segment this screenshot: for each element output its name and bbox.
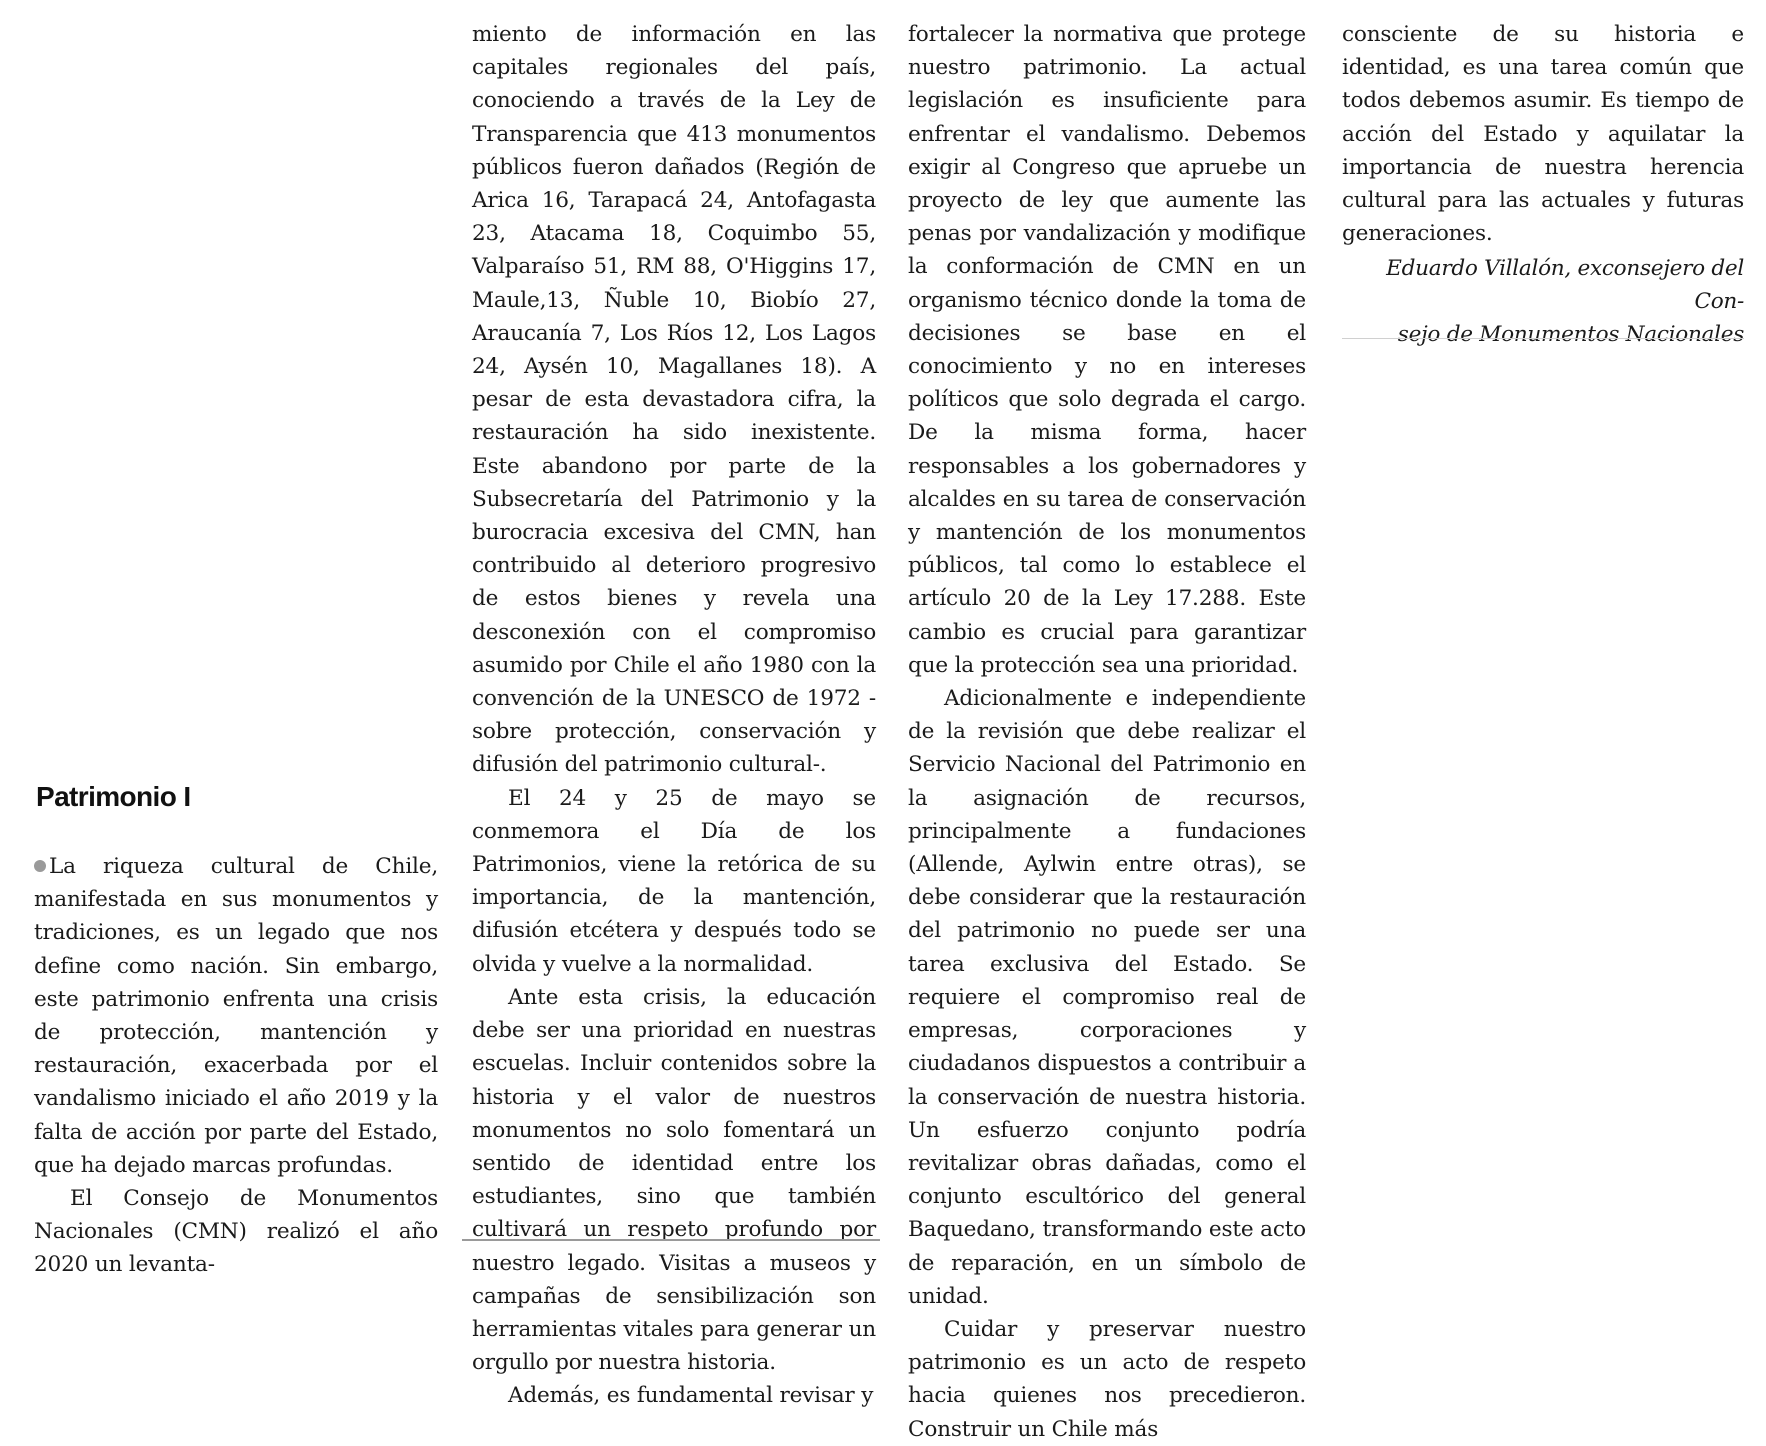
- article-paragraph-7: Cuidar y preservar nuestro patrimonio es un acto de respeto hacia quienes nos precedieron. Construir un Chile más: [908, 1316, 1306, 1442]
- article-column-1: [34, 850, 438, 1282]
- article-paragraph-1: [34, 850, 438, 1182]
- article-paragraph-2-continued: miento de información en las capitales regionales del país, conociendo a través de la Ley de Transparencia que 413 monumentos públicos fueron dañados (Región de Arica 16, Tarapacá 24, Antofagasta 23, Atacama 18, Coquimbo 55, Valparaíso 51, RM 88, O'Higgins 17, Maule,13, Ñuble 10, Biobío 27, Araucanía 7, Los Ríos 12, Los Lagos 24, Aysén 10, Magallanes 18). A pesar de esta devastadora cifra, la restauración ha sido inexistente. Este abandono por parte de la Subsecretaría del Patrimonio y la burocracia excesiva del CMN, han contribuido al deterioro progresivo de estos bienes y revela una desconexión con el compromiso asumido por Chile el año 1980 con la convención de la UNESCO de 1972 -sobre protección, conservación y difusión del patrimonio cultural-.: [472, 22, 876, 778]
- bullet-icon: [34, 860, 46, 872]
- signature-line-2: sejo de Monumentos Nacionales: [1397, 322, 1744, 347]
- article-paragraph-2: El Consejo de Monumentos Nacionales (CMN) realizó el año 2020 un levanta-: [34, 1186, 438, 1278]
- article-paragraph-6: Adicionalmente e independiente de la revisión que debe realizar el Servicio Nacional del Patrimonio en la asignación de recursos, principalmente a fundaciones (Allende, Aylwin entre otras), se debe considerar que la restauración del patrimonio no puede ser una tarea exclusiva del Estado. Se requiere el compromiso real de empresas, corporaciones y ciudadanos dispuestos a contribuir a la conservación de nuestra historia. Un esfuerzo conjunto podría revitalizar obras dañadas, como el conjunto escultórico del general Baquedano, transformando este acto de reparación, en un símbolo de unidad.: [908, 686, 1306, 1309]
- article-paragraph-4: Ante esta crisis, la educación debe ser una prioridad en nuestras escuelas. Incluir contenidos sobre la historia y el valor de nuestros monumentos no solo fomentará un sentido de identidad entre los estudiantes, sino que también cultivará un respeto profundo por nuestro legado. Visitas a museos y campañas de sensibilización son herramientas vitales para generar un orgullo por nuestra historia.: [472, 984, 876, 1376]
- article-paragraph-7-continued: consciente de su historia e identidad, es una tarea común que todos debemos asumir. Es tiempo de acción del Estado y aquilatar la importancia de nuestra herencia cultural para las actuales y futuras generaciones.: [1342, 22, 1744, 247]
- article-paragraph-5-continued: fortalecer la normativa que protege nuestro patrimonio. La actual legislación es insuficiente para enfrentar el vandalismo. Debemos exigir al Congreso que apruebe un proyecto de ley que aumente las penas por vandalización y modifique la conformación de CMN en un organismo técnico donde la toma de decisiones se base en el conocimiento y no en intereses políticos que solo degrada el cargo. De la misma forma, hacer responsables a los gobernadores y alcaldes en su tarea de conservación y mantención de los monumentos públicos, tal como lo establece el artículo 20 de la Ley 17.288. Este cambio es crucial para garantizar que la protección sea una prioridad.: [908, 22, 1306, 678]
- article-column-3: [908, 18, 1306, 1446]
- author-signature: [1342, 252, 1744, 351]
- signature-line-1: Eduardo Villalón, exconsejero del Con-: [1386, 256, 1744, 314]
- article-column-4: [1342, 18, 1744, 250]
- article-paragraph-3: El 24 y 25 de mayo se conmemora el Día de los Patrimonios, viene la retórica de su importancia, de la mantención, difusión etcétera y después todo se olvida y vuelve a la normalidad.: [472, 785, 876, 977]
- paragraph-text: La riqueza cultural de Chile, manifestada en sus monumentos y tradiciones, es un legado que nos define como nación. Sin embargo, este patrimonio enfrenta una crisis de protección, mantención y restauración, exacerbada por el vandalismo iniciado el año 2019 y la falta de acción por parte del Estado, que ha dejado marcas profundas.: [34, 854, 438, 1178]
- article-paragraph-5: Además, es fundamental revisar y: [508, 1383, 874, 1409]
- bottom-divider: [462, 1239, 880, 1241]
- article-column-2: [472, 18, 876, 1413]
- signature-divider: [1342, 338, 1744, 339]
- article-headline: Patrimonio I: [36, 781, 191, 812]
